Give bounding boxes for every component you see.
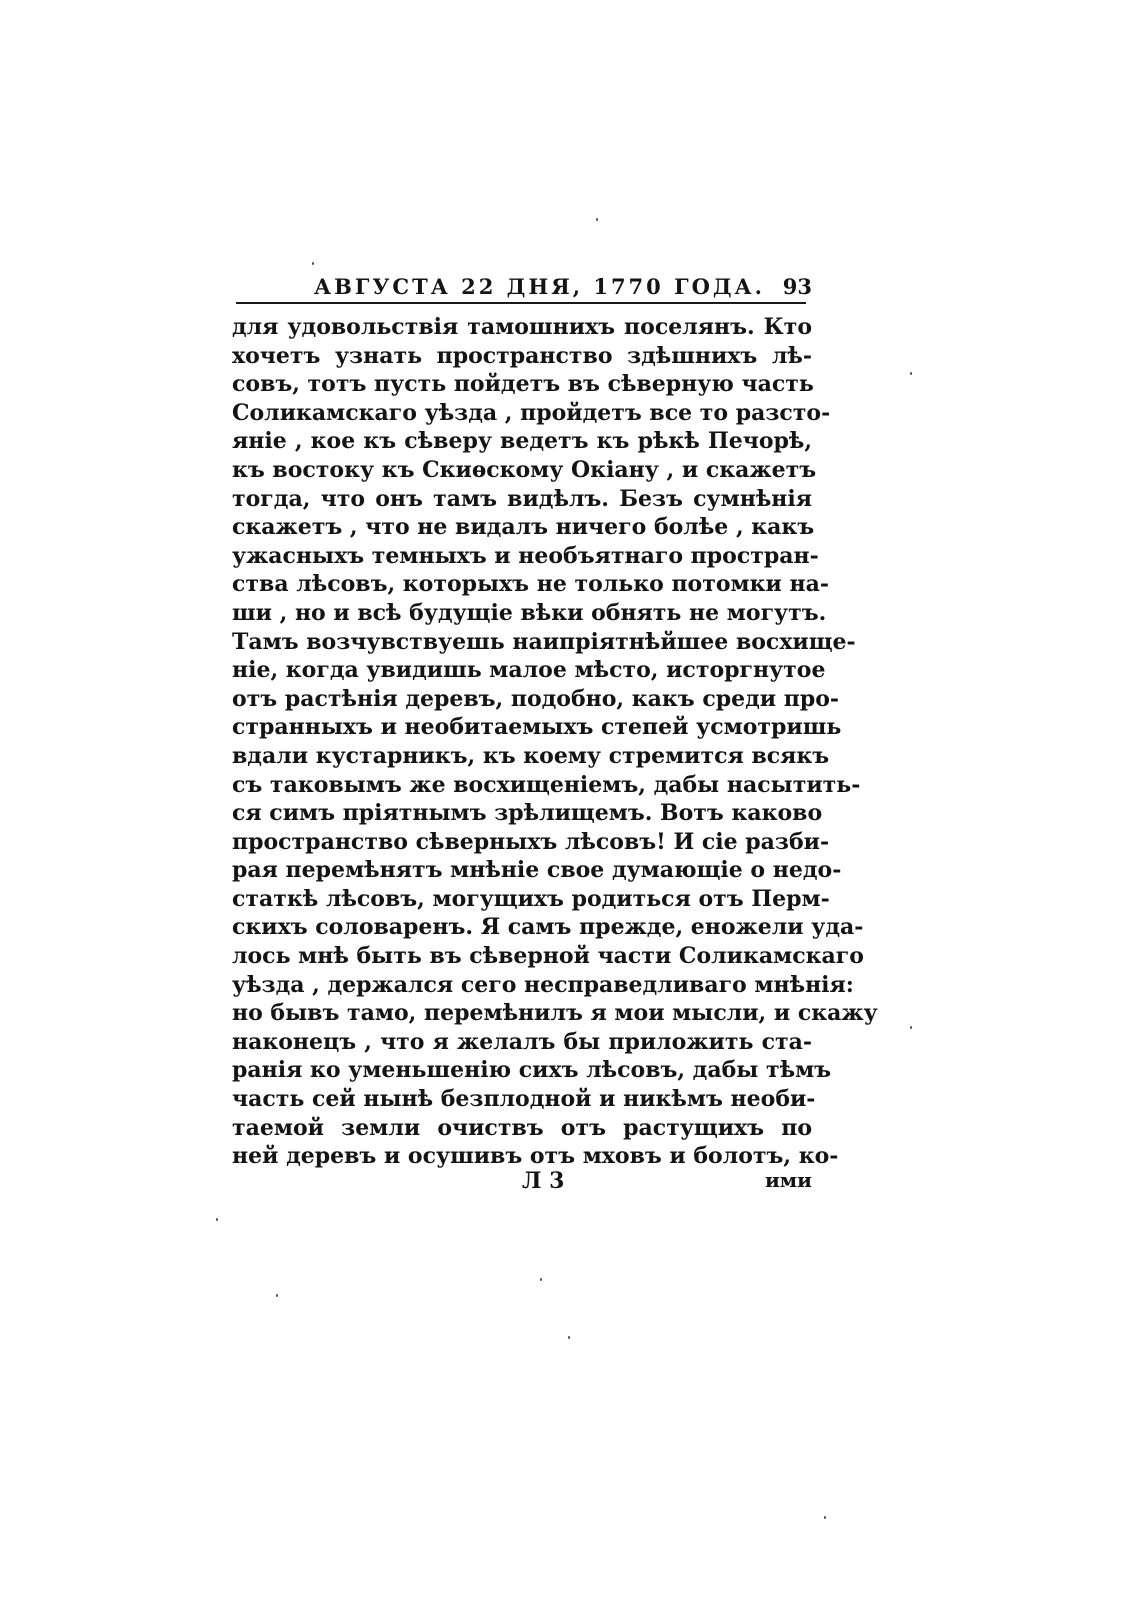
signature-mark: Л 3 (522, 1168, 565, 1194)
text-line: вдали кустарникъ, къ коему стремится всякъ (232, 742, 830, 769)
scan-speck (216, 1218, 218, 1221)
scan-speck (910, 372, 912, 375)
text-line: тогда, что онъ тамъ видѣлъ. Безъ сумнѣнія (232, 485, 812, 512)
text-line: хочетъ узнать пространство здѣшнихъ лѣ- (232, 342, 812, 369)
text-line: странныхъ и необитаемыхъ степей усмотришь (232, 714, 842, 741)
text-line: совъ, тотъ пусть пойдетъ въ сѣверную часть (232, 371, 814, 398)
text-line: Соликамскаго уѣзда , пройдетъ все то разсто- (232, 399, 831, 426)
text-line: скихъ соловаренъ. Я самъ прежде, еножели уда- (232, 914, 864, 941)
text-line: ши , но и всѣ будущіе вѣки обнять не могутъ. (232, 599, 827, 626)
page-footer (232, 1168, 812, 1198)
text-line: но бывъ тамо, перемѣнилъ я мои мысли, и скажу (232, 1000, 878, 1027)
text-line: ся симъ пріятнымъ зрѣлищемъ. Вотъ каково (232, 800, 823, 827)
scan-speck (312, 262, 314, 265)
text-line: наконецъ , что я желалъ бы приложить ста- (232, 1028, 812, 1055)
text-line: ства лѣсовъ, которыхъ не только потомки на- (232, 571, 829, 598)
scan-speck (276, 1294, 278, 1297)
scan-speck (596, 218, 598, 221)
running-header (236, 274, 814, 300)
header-rule (236, 302, 806, 304)
text-line: къ востоку къ Скиѳскому Окіану , и скажетъ (232, 456, 817, 483)
text-line: рая перемѣнятъ мнѣніе свое думающіе о недо- (232, 857, 842, 884)
text-line: ніе, когда увидишь малое мѣсто, исторгнутое (232, 657, 826, 684)
text-line: ужасныхъ темныхъ и необъятнаго простран- (232, 542, 819, 569)
text-line: таемой земли очиствъ отъ растущихъ по (232, 1114, 812, 1141)
text-line: ранія ко уменьшенію сихъ лѣсовъ, дабы тѣмъ (232, 1057, 832, 1084)
body-text (232, 313, 878, 1171)
scan-speck (568, 1336, 570, 1339)
text-line: ней деревъ и осушивъ отъ мховъ и болотъ, ко- (232, 1143, 839, 1170)
text-line: для удовольствія тамошнихъ поселянъ. Кто (232, 314, 812, 340)
text-line: уѣзда , держался сего несправедливаго мнѣнія: (232, 971, 854, 998)
scan-speck (910, 1026, 912, 1029)
page-number: 93 (782, 274, 812, 299)
text-line: часть сей нынѣ безплодной и никѣмъ необи- (232, 1086, 816, 1113)
text-line: пространство сѣверныхъ лѣсовъ! И сіе разби- (232, 828, 830, 855)
text-line: статкѣ лѣсовъ, могущихъ родиться отъ Перм- (232, 885, 830, 912)
scan-speck (824, 1516, 826, 1519)
running-title: АВГУСТА 22 ДНЯ, 1770 ГОДА. (314, 274, 765, 299)
scan-speck (540, 1278, 542, 1281)
text-line: Тамъ возчувствуешь наипріятнѣйшее восхище- (232, 628, 856, 655)
text-line: лось мнѣ быть въ сѣверной части Соликамскаго (232, 943, 864, 970)
text-line: отъ растѣнія деревъ, подобно, какъ среди про- (232, 685, 840, 712)
catchword: ими (764, 1168, 812, 1192)
text-line: съ таковымъ же восхищеніемъ, дабы насытить- (232, 771, 861, 798)
text-line: скажетъ , что не видалъ ничего болѣе , какъ (232, 514, 815, 541)
text-line: яніе , кое къ сѣверу ведетъ къ рѣкѣ Печорѣ, (232, 428, 812, 455)
